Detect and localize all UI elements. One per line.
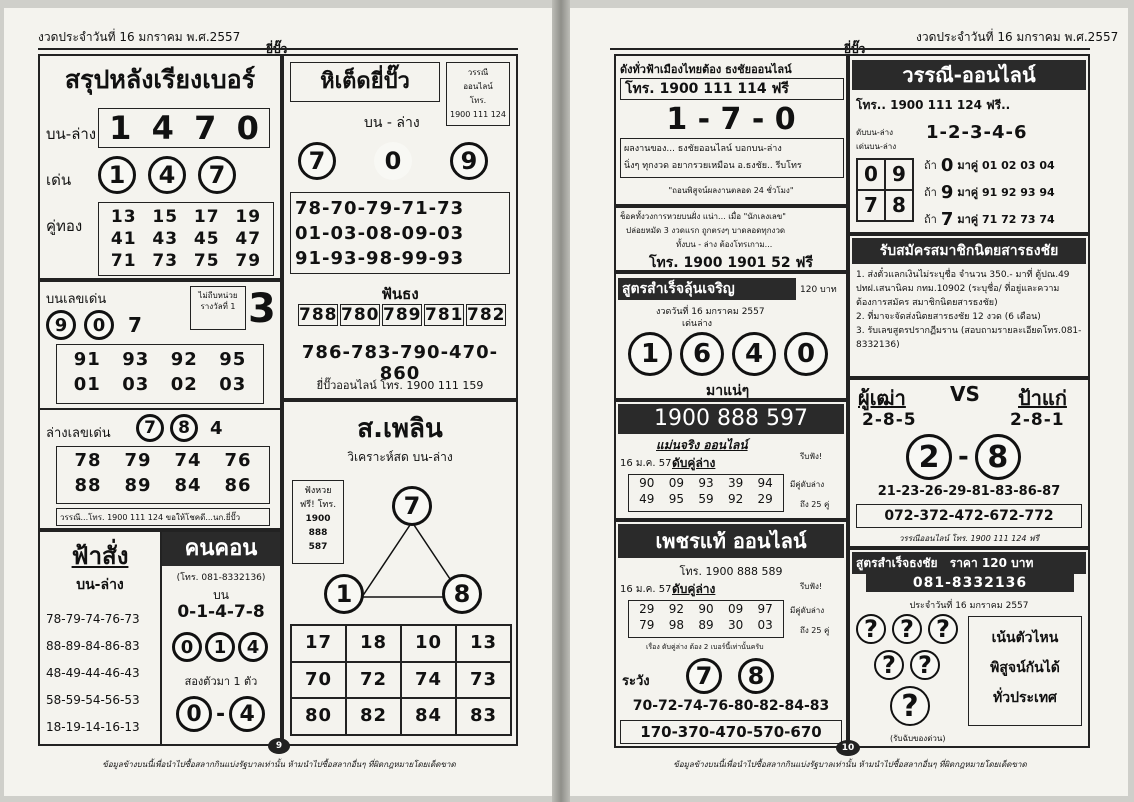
wannee-grid (856, 158, 914, 222)
den-circle: 7 (198, 156, 236, 194)
cell: 79 (639, 618, 655, 632)
cell: 73 (152, 251, 179, 271)
summary-title: สรุปหลังเรียงเบอร์ (64, 65, 256, 94)
header-brand: ยี่ปั๊ว (844, 42, 866, 56)
side-line: 1900 (305, 514, 331, 524)
petchtae-circle: 8 (738, 658, 774, 694)
digit: 4 (151, 109, 174, 147)
phone888-kulang: ดับคู่ล่าง (672, 456, 716, 470)
petchtae-rawang: ระวัง (622, 674, 650, 689)
vs-lnums: 2-8-5 (862, 410, 917, 430)
sutsamret-panel (614, 272, 848, 400)
cell: 95 (219, 349, 247, 370)
cell: 8 (885, 190, 913, 221)
petchtae-title: เพชรแท้ ออนไลน์ (618, 524, 844, 558)
header-date: งวดประจำวันที่ 16 มกราคม พ.ศ.2557 (916, 30, 1119, 44)
langlek-circle: 8 (170, 414, 198, 442)
vs-left: ผู้เฒ่า (858, 386, 906, 410)
header-brand: ยี่ปั๊ว (266, 42, 288, 56)
cell: 93 (122, 349, 150, 370)
kutong-grid (98, 202, 274, 276)
cell: 15 (152, 207, 179, 227)
sutsamret-circle: 0 (784, 332, 828, 376)
hitdee-panel (282, 54, 518, 400)
soklang-panel (614, 206, 848, 272)
cell: 95 (668, 492, 685, 506)
tongchai-panel (614, 54, 848, 206)
cell: 88 (74, 475, 102, 496)
langlek-footer: วรรณี...โทร. 1900 111 124 ขอให้โชคดี...นก.ยี่ปั๊ว (56, 508, 270, 526)
tongchai2-line: เน้นตัวไหน (991, 630, 1059, 646)
side-line: 587 (308, 542, 328, 552)
cell: 29 (639, 602, 655, 616)
member-item: 2. ที่มาจะจัดส่งนิตยสารธงชัย 12 งวด (6 เดือน) (856, 312, 1041, 322)
side-line: วรรณี (467, 68, 489, 77)
side-line: 888 (308, 528, 328, 538)
cell: 30 (727, 618, 744, 632)
wannee-panel (848, 54, 1090, 234)
cell: 17 (291, 625, 346, 662)
petchtae-line2: 170-370-470-570-670 (620, 720, 842, 744)
hitdee-row: 01-03-08-09-03 (295, 223, 465, 244)
cell: 39 (727, 476, 744, 490)
kunkon-bon-nums: 0-1-4-7-8 (177, 602, 265, 622)
cell: 59 (698, 492, 714, 506)
cell: 98 (668, 618, 685, 632)
cell: 09 (668, 476, 685, 490)
member-list (856, 268, 1084, 352)
bonlek-big: 3 (248, 286, 276, 332)
wannee-seq: 1-2-3-4-6 (926, 122, 1028, 143)
tongchai2-line: พิสูจน์กันได้ (990, 660, 1060, 676)
cell: 10 (401, 625, 456, 662)
tongchai2-foot: (รับฉับของด่วน) (890, 734, 946, 743)
kunkon-circle: 1 (205, 632, 235, 662)
cell: 41 (110, 229, 137, 249)
member-item: 1. ส่งตั๋วแลกเงินไม่ระบุชื่อ จำนวน 350.- มาที่ ตู้ปณ.49 ปทฝ.เสนานิคม กทม.10902 (ระบุชื่อ/ ที่อยู่และความต้องการสมัคร สมาชิกนิตยสารธงชัย) (856, 270, 1070, 308)
left-page (4, 8, 552, 796)
cell: 92 (668, 602, 685, 616)
phone888-number: 1900 888 597 (618, 404, 844, 434)
vs-circle: 2 (906, 434, 952, 480)
cell: 13 (456, 625, 511, 662)
soklang-l1: ช็อคทั้งวงการหวยบนฝั่ง แน่า... เมื่อ "นักเลงเลข" (620, 212, 786, 221)
hitdee-circle: 7 (298, 142, 336, 180)
sutsamret-foot: มาแน่ๆ (706, 383, 750, 399)
soklang-l2: ปล่อยหมัด 3 งวดแรก ถูกตรงๆ บาดลอดทุกงวด (626, 226, 786, 235)
question-icon: ? (910, 650, 940, 680)
cell: 92 (170, 349, 198, 370)
cell: 43 (152, 229, 179, 249)
wannee-digit: 9 (940, 182, 954, 203)
cell: 09 (727, 602, 744, 616)
fantong-box: 789 (383, 305, 422, 325)
sutsamret-title: สูตรสำเร็จลุ้นเจริญ (618, 278, 796, 300)
question-cluster (856, 614, 966, 734)
tongchai2-panel (848, 548, 1090, 748)
vs-right: ป้าแก่ (1018, 386, 1067, 410)
fantong-line2: 786-783-790-470-860 (301, 342, 499, 384)
fasang-title: ฟ้าสั่ง (71, 542, 129, 570)
kunkon-title: คนคอน (162, 532, 280, 566)
page-number: 10 (836, 740, 860, 756)
petchtae-note: เรื่อง ดับคู่ล่าง ต้อง 2 เบอร์นี้เท่านั้นครับ (646, 643, 764, 651)
bonlek-panel (38, 280, 282, 410)
header-date: งวดประจำวันที่ 16 มกราคม พ.ศ.2557 (38, 30, 241, 44)
wannee-prefix: ถ้า (924, 213, 937, 226)
cell: 89 (124, 475, 152, 496)
hitdee-title: หิเต็ดยี่ปั๊ว (290, 62, 440, 102)
cell: 90 (639, 476, 655, 490)
petchtae-date: 16 ม.ค. 57 (620, 584, 672, 595)
cell: 47 (235, 229, 262, 249)
cell: 84 (174, 475, 202, 496)
tongchai-line: นิ่งๆ ทุกงวด อยากรวยเหมือน อ.ธงชัย.. รีบโทร (624, 161, 802, 171)
vs-panel: ผู้เฒ่า VS ป้าแก่ 2-8-5 2-8-1 2 - 8 21-23-26-29-81-83-86-87 072-372-472-672-772 วรรณีออนไลน์ โทร. 1900 111 124 ฟรี (848, 378, 1090, 548)
petchtae-panel (614, 520, 848, 748)
cell: 82 (346, 698, 401, 735)
langlek-grid (56, 446, 270, 504)
hitdee-bonlang: บน - ล่าง (364, 115, 420, 131)
kunkon-phone: (โทร. 081-8332136) (176, 573, 266, 583)
cell: 86 (224, 475, 252, 496)
tongchai-phone: โทร. 1900 111 114 ฟรี (620, 78, 844, 100)
wannee-dubl: ดับบน-ล่าง (856, 128, 894, 137)
wannee-rows (924, 152, 1055, 233)
langlek-circle: 7 (136, 414, 164, 442)
cell: 80 (291, 698, 346, 735)
sutsamret-den: เด่นล่าง (682, 319, 713, 329)
wannee-digit: 7 (940, 209, 954, 230)
wannee-prefix: ถ้า (924, 186, 937, 199)
cell: 49 (639, 492, 655, 506)
phone888-date: 16 ม.ค. 57 (620, 458, 672, 469)
question-icon: ? (890, 686, 930, 726)
cell: 79 (235, 251, 262, 271)
page-number: 9 (268, 738, 290, 754)
question-icon: ? (874, 650, 904, 680)
bonlek-label: บนเลขเด่น (46, 292, 107, 307)
cell: 29 (757, 492, 773, 506)
question-icon: ? (856, 614, 886, 644)
fasang-line: 88-89-84-86-83 (46, 639, 140, 653)
cell: 91 (73, 349, 101, 370)
phone888-panel (614, 400, 848, 520)
tongchai-text (620, 138, 844, 178)
cell: 9 (885, 159, 913, 190)
digit: 7 (194, 109, 217, 147)
tongchai-top: ดังทั่วฟ้าเมืองไทยต้อง ธงชัยออนไลน์ (620, 63, 792, 76)
den-circle: 4 (148, 156, 186, 194)
sutsamret-date: งวดวันที่ 16 มกราคม 2557 (656, 307, 765, 317)
side-line: โทร. (469, 96, 487, 105)
fasang-line: 58-59-54-56-53 (46, 693, 140, 707)
fasang-line: 48-49-44-46-43 (46, 666, 140, 680)
cell: 93 (698, 476, 714, 490)
cell: 01 (73, 374, 101, 395)
kunkon-panel: คนคอน (โทร. 081-8332136) บน 0-1-4-7-8 0 1 4 สองตัวมา 1 ตัว 0 - 4 (160, 530, 282, 746)
bonlek-plain: 7 (128, 313, 142, 337)
hitdee-circle: 9 (450, 142, 488, 180)
wannee-title: วรรณี-ออนไลน์ (852, 60, 1086, 90)
fasang-line: 78-79-74-76-73 (46, 612, 140, 626)
member-panel (848, 234, 1090, 378)
cell: 72 (346, 662, 401, 699)
splin-tri-circle: 1 (324, 574, 364, 614)
kunkon-bon: บน (213, 588, 229, 602)
petchtae-line1: 70-72-74-76-80-82-84-83 (632, 698, 830, 714)
langlek-panel (38, 408, 282, 530)
cell: 02 (170, 374, 198, 395)
cell: 71 (110, 251, 137, 271)
cell: 97 (757, 602, 773, 616)
phone888-side1: มีคู่ดับล่าง (790, 480, 825, 489)
bonlek-grid (56, 344, 264, 404)
petchtae-side2: ถึง 25 คู่ (800, 626, 830, 635)
splin-tri-circle: 8 (442, 574, 482, 614)
right-page (570, 8, 1128, 796)
fantong-box: 782 (467, 305, 506, 325)
cell: 94 (757, 476, 773, 490)
tongchai2-header (852, 552, 1086, 574)
bonlek-note: ไม่ถีบหน่วยรางวัลที่ 1 (190, 286, 246, 330)
member-title: รับสมัครสมาชิกนิตยสารธงชัย (852, 238, 1086, 264)
fasang-line: 18-19-14-16-13 (46, 720, 140, 734)
kunkon-pair-circle: 0 (176, 696, 212, 732)
cell: 84 (401, 698, 456, 735)
petchtae-kulang: ดับคู่ล่าง (672, 582, 716, 596)
fasang-sub: บน-ล่าง (76, 577, 124, 593)
bonlek-circle: 0 (84, 310, 114, 340)
cell: 78 (74, 450, 102, 471)
side-line: ออนไลน์ (463, 82, 493, 91)
bonlek-circle: 9 (46, 310, 76, 340)
vs-foot: วรรณีออนไลน์ โทร. 1900 111 124 ฟรี (899, 534, 1039, 543)
vs-mid: VS (950, 382, 980, 406)
tongchai-t3: "ถอนพิสูจน์ผลงานตลอด 24 ชั่วโมง" (668, 186, 794, 195)
cell: 13 (110, 207, 137, 227)
tongchai-big: 1 - 7 - 0 (666, 102, 796, 137)
den-circle: 1 (98, 156, 136, 194)
fasang-lines (46, 606, 140, 741)
fantong-phone: ยี่ปั๊วออนไลน์ โทร. 1900 111 159 (316, 379, 484, 392)
cell: 18 (346, 625, 401, 662)
digit: 0 (236, 109, 259, 147)
summary-bonlang-label: บน-ล่าง (46, 125, 97, 143)
phone888-side2: ถึง 25 คู่ (800, 500, 830, 509)
fasang-panel (38, 530, 162, 746)
cell: 90 (698, 602, 714, 616)
cell: 83 (456, 698, 511, 735)
cell: 17 (193, 207, 220, 227)
kunkon-circle: 4 (238, 632, 268, 662)
soklang-l3: ทั้งบน - ล่าง ต้องโทรเกาม... (676, 240, 773, 249)
sutsamret-circle: 4 (732, 332, 776, 376)
petchtae-grid (628, 600, 784, 638)
petchtae-free: รีบฟัง! (800, 582, 823, 591)
tongchai2-phone: 081-8332136 (866, 574, 1074, 592)
hitdee-circle: 0 (374, 142, 412, 180)
hitdee-row: 78-70-79-71-73 (295, 198, 465, 219)
cell: 0 (857, 159, 885, 190)
vs-line: 21-23-26-29-81-83-86-87 (877, 484, 1061, 499)
soklang-phone: โทร. 1900 1901 52 ฟรี (649, 255, 813, 271)
cell: 79 (124, 450, 152, 471)
tongchai2-date: ประจำวันที่ 16 มกราคม 2557 (909, 601, 1029, 611)
sutsamret-circle: 6 (680, 332, 724, 376)
footer-disclaimer: ข้อมูลข้างบนนี้เพื่อนำไปซื้อสลากกินแบ่งรัฐบาลเท่านั้น ห้ามนำไปซื้อสลากอื่นๆ ที่ผิดกฎหมายโดยเด็ดขาด (102, 760, 456, 769)
vs-rnums: 2-8-1 (1010, 410, 1065, 430)
cell: 03 (757, 618, 773, 632)
cell: 70 (291, 662, 346, 699)
cell: 89 (698, 618, 714, 632)
splin-panel (282, 400, 518, 746)
tongchai2-text (968, 616, 1082, 726)
question-icon: ? (928, 614, 958, 644)
cell: 03 (122, 374, 150, 395)
side-line: ฟังหวย (304, 486, 332, 496)
wannee-text: มาคู่ 91 92 93 94 (957, 186, 1055, 199)
vs-circle: 8 (975, 434, 1021, 480)
page-gutter (552, 0, 570, 802)
summary-den-label: เด่น (46, 171, 72, 189)
wannee-text: มาคู่ 01 02 03 04 (957, 159, 1055, 172)
wannee-prefix: ถ้า (924, 159, 937, 172)
kunkon-circle: 0 (172, 632, 202, 662)
splin-sub: วิเคราะห์สด บน-ล่าง (347, 450, 453, 464)
hitdee-side (446, 62, 510, 126)
phone888-name: แม่นจริง ออนไลน์ (656, 438, 748, 452)
sutsamret-price: 120 บาท (800, 285, 837, 295)
digit: 1 (109, 109, 132, 147)
member-item: 3. รับเลขสูตรปรากฏีมราน (สอบถามรายละเอียดโทร.081-8332136) (856, 326, 1082, 350)
langlek-label: ล่างเลขเด่น (46, 426, 111, 441)
phone888-free: รีบฟัง! (800, 452, 823, 461)
wannee-denl: เด่นบน-ล่าง (856, 142, 897, 151)
hitdee-row: 91-93-98-99-93 (295, 248, 465, 269)
summary-bonlang-box (98, 108, 270, 148)
langlek-plain: 4 (210, 417, 223, 439)
fantong-title: ฟันธง (381, 285, 419, 303)
wannee-text: มาคู่ 71 72 73 74 (957, 213, 1055, 226)
tongchai2-line: ทั่วประเทศ (993, 690, 1057, 706)
summary-kutong-label: คู่ทอง (46, 217, 83, 235)
fantong-box: 780 (341, 305, 380, 325)
splin-title: ส.เพลิน (357, 414, 443, 444)
hitdee-rows (290, 192, 510, 274)
wannee-digit: 0 (940, 155, 954, 176)
splin-tri-circle: 7 (392, 486, 432, 526)
cell: 74 (401, 662, 456, 699)
wannee-phone: โทร.. 1900 111 124 ฟรี.. (856, 98, 1011, 112)
question-icon: ? (892, 614, 922, 644)
side-line: ฟรี! โทร. (299, 500, 337, 510)
cell: 73 (456, 662, 511, 699)
petchtae-phone: โทร. 1900 888 589 (679, 565, 783, 578)
sutsamret-circle: 1 (628, 332, 672, 376)
tongchai2-title: สูตรสำเร็จธงชัย (856, 556, 938, 570)
vs-box: 072-372-472-672-772 (856, 504, 1082, 528)
kunkon-pair-circle: 4 (229, 696, 265, 732)
splin-grid (290, 624, 512, 736)
cell: 92 (727, 492, 744, 506)
side-line: 1900 111 124 (450, 110, 506, 119)
cell: 03 (219, 374, 247, 395)
cell: 76 (224, 450, 252, 471)
kunkon-song: สองตัวมา 1 ตัว (184, 675, 258, 688)
cell: 19 (235, 207, 262, 227)
petchtae-circle: 7 (686, 658, 722, 694)
tongchai2-price: ราคา 120 บาท (949, 556, 1034, 570)
tongchai-line: ผลงานของ... ธงชัยออนไลน์ บอกบน-ล่าง (624, 144, 782, 154)
fantong-box: 781 (425, 305, 464, 325)
cell: 45 (193, 229, 220, 249)
cell: 7 (857, 190, 885, 221)
footer-disclaimer: ข้อมูลข้างบนนี้เพื่อนำไปซื้อสลากกินแบ่งรัฐบาลเท่านั้น ห้ามนำไปซื้อสลากอื่นๆ ที่ผิดกฎหมายโดยเด็ดขาด (673, 760, 1027, 769)
summary-panel (38, 54, 282, 280)
cell: 75 (193, 251, 220, 271)
petchtae-side1: มีคู่ดับล่าง (790, 606, 825, 615)
cell: 74 (174, 450, 202, 471)
fantong-box: 788 (299, 305, 338, 325)
phone888-grid (628, 474, 784, 512)
splin-side (292, 480, 344, 564)
